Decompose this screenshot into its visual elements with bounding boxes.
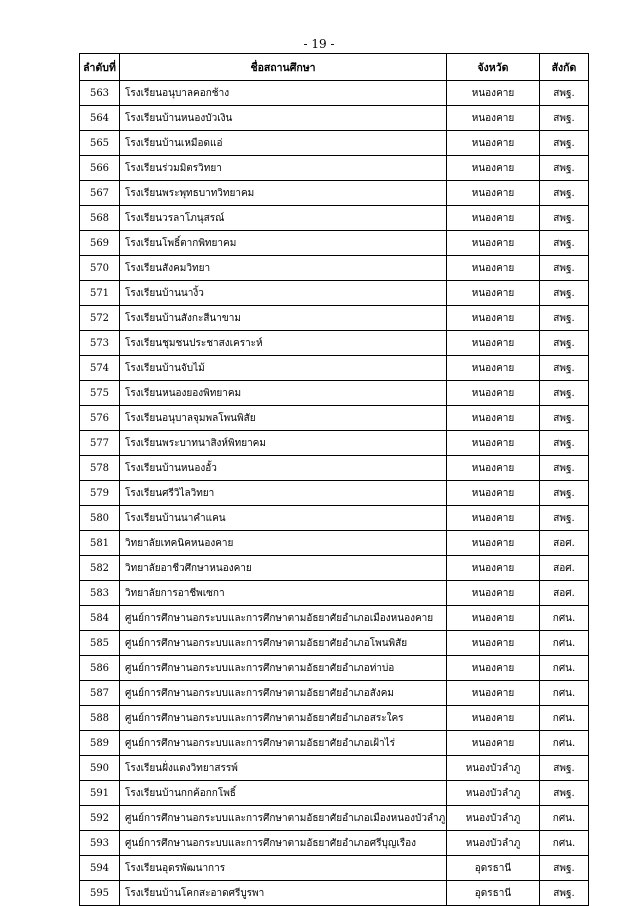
- province-cell: หนองคาย: [447, 381, 540, 406]
- province-cell: อุดรธานี: [447, 856, 540, 881]
- school-name: โรงเรียนบ้านหนองบัวเงิน: [120, 106, 447, 131]
- table-row: [80, 631, 589, 656]
- table-row: [80, 131, 589, 156]
- province-cell: หนองคาย: [447, 606, 540, 631]
- table-row: [80, 81, 589, 106]
- province-cell: หนองบัวลำภู: [447, 831, 540, 856]
- province-cell: หนองคาย: [447, 631, 540, 656]
- row-number: 589: [80, 731, 120, 756]
- school-name: โรงเรียนศรีวิไลวิทยา: [120, 481, 447, 506]
- table-row: [80, 781, 589, 806]
- table-row: [80, 281, 589, 306]
- province-cell: หนองคาย: [447, 481, 540, 506]
- row-number: 584: [80, 606, 120, 631]
- row-number: 582: [80, 556, 120, 581]
- school-name: ศูนย์การศึกษานอกระบบและการศึกษาตามอัธยาศัยอำเภอเมืองหนองคาย: [120, 606, 447, 631]
- table-row: [80, 256, 589, 281]
- row-number: 594: [80, 856, 120, 881]
- province-cell: หนองคาย: [447, 81, 540, 106]
- province-cell: หนองคาย: [447, 356, 540, 381]
- school-table: [79, 53, 589, 906]
- row-number: 581: [80, 531, 120, 556]
- school-name: โรงเรียนบ้านนาคำแคน: [120, 506, 447, 531]
- row-number: 580: [80, 506, 120, 531]
- province-cell: หนองคาย: [447, 131, 540, 156]
- affiliation-cell: กศน.: [540, 831, 589, 856]
- affiliation-cell: สพฐ.: [540, 856, 589, 881]
- table-row: [80, 306, 589, 331]
- province-cell: หนองคาย: [447, 556, 540, 581]
- school-name: ศูนย์การศึกษานอกระบบและการศึกษาตามอัธยาศัยอำเภอศรีบุญเรือง: [120, 831, 447, 856]
- province-cell: หนองคาย: [447, 456, 540, 481]
- school-name: โรงเรียนฝั่งแดงวิทยาสรรพ์: [120, 756, 447, 781]
- affiliation-cell: สพฐ.: [540, 431, 589, 456]
- province-cell: หนองคาย: [447, 431, 540, 456]
- province-cell: หนองบัวลำภู: [447, 806, 540, 831]
- affiliation-cell: สพฐ.: [540, 156, 589, 181]
- table-row: [80, 606, 589, 631]
- school-name: โรงเรียนสังคมวิทยา: [120, 256, 447, 281]
- affiliation-cell: กศน.: [540, 631, 589, 656]
- table-row: [80, 456, 589, 481]
- school-name: ศูนย์การศึกษานอกระบบและการศึกษาตามอัธยาศัยอำเภอสระใคร: [120, 706, 447, 731]
- province-cell: หนองคาย: [447, 281, 540, 306]
- affiliation-cell: สอศ.: [540, 531, 589, 556]
- table-row: [80, 831, 589, 856]
- province-cell: หนองคาย: [447, 256, 540, 281]
- affiliation-cell: กศน.: [540, 706, 589, 731]
- row-number: 585: [80, 631, 120, 656]
- province-cell: หนองคาย: [447, 531, 540, 556]
- province-cell: หนองคาย: [447, 231, 540, 256]
- table-row: [80, 531, 589, 556]
- row-number: 570: [80, 256, 120, 281]
- affiliation-cell: กศน.: [540, 681, 589, 706]
- table-row: [80, 506, 589, 531]
- row-number: 566: [80, 156, 120, 181]
- province-cell: หนองคาย: [447, 731, 540, 756]
- school-name: โรงเรียนบ้านนางิ้ว: [120, 281, 447, 306]
- row-number: 568: [80, 206, 120, 231]
- province-cell: หนองคาย: [447, 406, 540, 431]
- row-number: 588: [80, 706, 120, 731]
- table-row: [80, 206, 589, 231]
- affiliation-cell: กศน.: [540, 606, 589, 631]
- province-cell: หนองคาย: [447, 656, 540, 681]
- row-number: 591: [80, 781, 120, 806]
- table-row: [80, 181, 589, 206]
- school-name: โรงเรียนวรลาโภนุสรณ์: [120, 206, 447, 231]
- table-row: [80, 381, 589, 406]
- table-row: [80, 431, 589, 456]
- row-number: 564: [80, 106, 120, 131]
- province-cell: หนองคาย: [447, 681, 540, 706]
- row-number: 577: [80, 431, 120, 456]
- province-cell: หนองคาย: [447, 106, 540, 131]
- affiliation-cell: สพฐ.: [540, 106, 589, 131]
- province-cell: อุดรธานี: [447, 881, 540, 906]
- school-name: โรงเรียนพระพุทธบาทวิทยาคม: [120, 181, 447, 206]
- table-row: [80, 481, 589, 506]
- school-name: โรงเรียนชุมชนประชาสงเคราะห์: [120, 331, 447, 356]
- affiliation-cell: สพฐ.: [540, 281, 589, 306]
- header-affiliation: สังกัด: [540, 54, 589, 81]
- table-row: [80, 556, 589, 581]
- row-number: 563: [80, 81, 120, 106]
- province-cell: หนองคาย: [447, 506, 540, 531]
- row-number: 590: [80, 756, 120, 781]
- row-number: 573: [80, 331, 120, 356]
- affiliation-cell: สพฐ.: [540, 81, 589, 106]
- affiliation-cell: สพฐ.: [540, 481, 589, 506]
- province-cell: หนองคาย: [447, 706, 540, 731]
- province-cell: หนองคาย: [447, 306, 540, 331]
- table-row: [80, 756, 589, 781]
- header-name: ชื่อสถานศึกษา: [120, 54, 447, 81]
- table-row: [80, 731, 589, 756]
- table-row: [80, 656, 589, 681]
- affiliation-cell: สพฐ.: [540, 781, 589, 806]
- row-number: 569: [80, 231, 120, 256]
- row-number: 571: [80, 281, 120, 306]
- row-number: 574: [80, 356, 120, 381]
- affiliation-cell: สพฐ.: [540, 756, 589, 781]
- school-name: โรงเรียนร่วมมิตรวิทยา: [120, 156, 447, 181]
- school-name: โรงเรียนบ้านหนองอั้ว: [120, 456, 447, 481]
- row-number: 586: [80, 656, 120, 681]
- table-row: [80, 706, 589, 731]
- province-cell: หนองคาย: [447, 331, 540, 356]
- school-name: โรงเรียนพระบาทนาสิงห์พิทยาคม: [120, 431, 447, 456]
- table-row: [80, 806, 589, 831]
- row-number: 565: [80, 131, 120, 156]
- page-number: - 19 -: [303, 37, 335, 51]
- row-number: 578: [80, 456, 120, 481]
- row-number: 579: [80, 481, 120, 506]
- school-name: ศูนย์การศึกษานอกระบบและการศึกษาตามอัธยาศัยอำเภอเฝ้าไร่: [120, 731, 447, 756]
- school-name: โรงเรียนบ้านโคกสะอาดศรีบูรพา: [120, 881, 447, 906]
- affiliation-cell: สพฐ.: [540, 306, 589, 331]
- header-no: ลำดับที่: [80, 54, 120, 81]
- school-name: โรงเรียนอนุบาลจุมพลโพนพิสัย: [120, 406, 447, 431]
- affiliation-cell: สพฐ.: [540, 206, 589, 231]
- row-number: 575: [80, 381, 120, 406]
- school-name: โรงเรียนหนองยองพิทยาคม: [120, 381, 447, 406]
- row-number: 567: [80, 181, 120, 206]
- school-name: โรงเรียนบ้านกกค้อกกโพธิ์: [120, 781, 447, 806]
- row-number: 587: [80, 681, 120, 706]
- school-name: ศูนย์การศึกษานอกระบบและการศึกษาตามอัธยาศัยอำเภอโพนพิสัย: [120, 631, 447, 656]
- table-header-row: [80, 54, 589, 81]
- school-name: โรงเรียนโพธิ์ตากพิทยาคม: [120, 231, 447, 256]
- school-name: วิทยาลัยการอาชีพเซกา: [120, 581, 447, 606]
- school-name: วิทยาลัยเทคนิคหนองคาย: [120, 531, 447, 556]
- affiliation-cell: สพฐ.: [540, 456, 589, 481]
- affiliation-cell: สอศ.: [540, 581, 589, 606]
- row-number: 592: [80, 806, 120, 831]
- affiliation-cell: สพฐ.: [540, 356, 589, 381]
- row-number: 572: [80, 306, 120, 331]
- school-name: โรงเรียนอุดรพัฒนาการ: [120, 856, 447, 881]
- table-row: [80, 106, 589, 131]
- school-name: วิทยาลัยอาชีวศึกษาหนองคาย: [120, 556, 447, 581]
- header-province: จังหวัด: [447, 54, 540, 81]
- table-row: [80, 156, 589, 181]
- school-name: โรงเรียนบ้านเหมือดแอ่: [120, 131, 447, 156]
- affiliation-cell: สพฐ.: [540, 406, 589, 431]
- affiliation-cell: สพฐ.: [540, 881, 589, 906]
- table-row: [80, 581, 589, 606]
- table-row: [80, 331, 589, 356]
- province-cell: หนองคาย: [447, 181, 540, 206]
- table-row: [80, 856, 589, 881]
- province-cell: หนองบัวลำภู: [447, 781, 540, 806]
- school-name: โรงเรียนอนุบาลคอกช้าง: [120, 81, 447, 106]
- affiliation-cell: สพฐ.: [540, 231, 589, 256]
- row-number: 595: [80, 881, 120, 906]
- affiliation-cell: สพฐ.: [540, 381, 589, 406]
- school-name: ศูนย์การศึกษานอกระบบและการศึกษาตามอัธยาศัยอำเภอสังคม: [120, 681, 447, 706]
- table-row: [80, 356, 589, 381]
- affiliation-cell: สพฐ.: [540, 181, 589, 206]
- affiliation-cell: สพฐ.: [540, 506, 589, 531]
- affiliation-cell: สพฐ.: [540, 256, 589, 281]
- affiliation-cell: กศน.: [540, 656, 589, 681]
- affiliation-cell: กศน.: [540, 731, 589, 756]
- table-row: [80, 881, 589, 906]
- affiliation-cell: สอศ.: [540, 556, 589, 581]
- row-number: 583: [80, 581, 120, 606]
- school-name: โรงเรียนบ้านสังกะสีนาขาม: [120, 306, 447, 331]
- school-name: ศูนย์การศึกษานอกระบบและการศึกษาตามอัธยาศัยอำเภอเมืองหนองบัวลำภู: [120, 806, 447, 831]
- province-cell: หนองคาย: [447, 206, 540, 231]
- school-name: ศูนย์การศึกษานอกระบบและการศึกษาตามอัธยาศัยอำเภอท่าบ่อ: [120, 656, 447, 681]
- affiliation-cell: สพฐ.: [540, 331, 589, 356]
- affiliation-cell: กศน.: [540, 806, 589, 831]
- province-cell: หนองคาย: [447, 581, 540, 606]
- table-row: [80, 231, 589, 256]
- province-cell: หนองคาย: [447, 156, 540, 181]
- school-name: โรงเรียนบ้านจับไม้: [120, 356, 447, 381]
- table-row: [80, 681, 589, 706]
- province-cell: หนองบัวลำภู: [447, 756, 540, 781]
- row-number: 593: [80, 831, 120, 856]
- row-number: 576: [80, 406, 120, 431]
- table-row: [80, 406, 589, 431]
- affiliation-cell: สพฐ.: [540, 131, 589, 156]
